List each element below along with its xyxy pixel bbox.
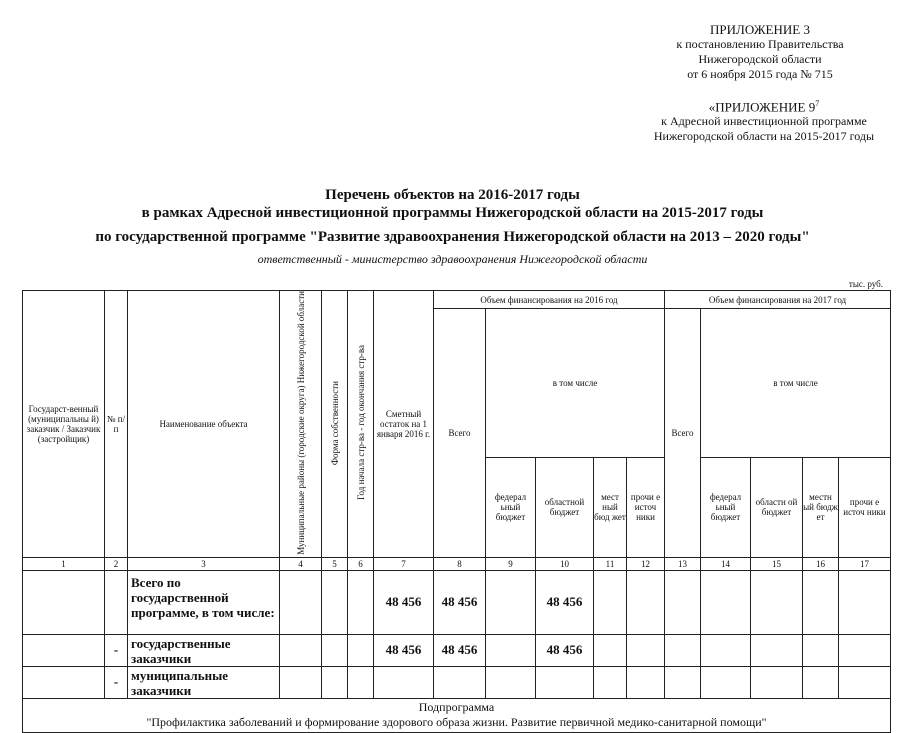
col-balance-header: Сметный остаток на 1 января 2016 г.	[374, 291, 434, 558]
unit-label: тыс. руб.	[848, 279, 883, 289]
total-2017-header: Всего	[665, 309, 701, 558]
row-balance	[374, 666, 434, 698]
subprogram-cell	[23, 698, 891, 732]
responsible-ministry: ответственный - министерство здравоохранения Нижегородской области	[257, 252, 648, 266]
col-districts-header: Муниципальные районы (городские округа) Нижегородской области	[280, 291, 322, 558]
appendix-3-line2: Нижегородской области	[698, 52, 822, 66]
col-number: 5	[322, 557, 348, 570]
appendix-9-block	[628, 96, 900, 144]
local-2016-header: мест ный бюд жет	[594, 457, 627, 557]
document-title-line2: в рамках Адресной инвестиционной программы Нижегородской области на 2015-2017 годы	[141, 205, 764, 221]
objects-table	[22, 290, 891, 733]
col-number: 15	[751, 557, 803, 570]
including-2016-header: в том числе	[486, 309, 665, 458]
col-number: 6	[348, 557, 374, 570]
document-title-line3: по государственной программе "Развитие здравоохранения Нижегородской области на 2013 – 2020 годы"	[95, 229, 810, 245]
row-regional-2016: 48 456	[536, 634, 594, 666]
local-2017-header: местн ый бюдж ет	[803, 457, 839, 557]
row-num	[105, 570, 128, 634]
regional-2017-header: областн ой бюджет	[751, 457, 803, 557]
col-number: 12	[627, 557, 665, 570]
appendix-9-title: «ПРИЛОЖЕНИЕ $9^7$	[708, 99, 820, 115]
row-regional-2016: 48 456	[536, 570, 594, 634]
row-name: государственные заказчики	[128, 634, 280, 666]
other-2016-header: прочи е источ ники	[627, 457, 665, 557]
col-number: 1	[23, 557, 105, 570]
row-balance: 48 456	[374, 570, 434, 634]
row-name: Всего по государственной программе, в том числе:	[128, 570, 280, 634]
appendix-3-title: ПРИЛОЖЕНИЕ 3	[710, 22, 810, 37]
federal-2017-header: федерал ьный бюджет	[701, 457, 751, 557]
appendix-9-line2: Нижегородской области на 2015-2017 годы	[653, 129, 875, 144]
table-row	[23, 570, 891, 634]
including-2017-header: в том числе	[701, 309, 891, 458]
col-number: 16	[803, 557, 839, 570]
col-number: 13	[665, 557, 701, 570]
table-row	[23, 666, 891, 698]
subprogram-title: "Профилактика заболеваний и формирование здорового образа жизни. Развитие первичной медико-санитарной помощи"	[146, 715, 767, 730]
col-ownership-header: Форма собственности	[322, 291, 348, 558]
appendix-3-block	[640, 22, 880, 82]
col-number: 4	[280, 557, 322, 570]
column-number-row	[23, 557, 891, 570]
document-title-line1: Перечень объектов на 2016-2017 годы	[325, 187, 580, 203]
col-number: 17	[839, 557, 891, 570]
col-name-header: Наименование объекта	[128, 291, 280, 558]
col-number: 8	[434, 557, 486, 570]
other-2017-header: прочи е источ ники	[839, 457, 891, 557]
appendix-9-superscript: 7	[815, 99, 820, 108]
col-number: 2	[105, 557, 128, 570]
fin-2017-header: Объем финансирования на 2017 год	[665, 291, 891, 309]
row-total-2016: 48 456	[434, 570, 486, 634]
row-num: -	[105, 666, 128, 698]
row-name: муниципальные заказчики	[128, 666, 280, 698]
col-number: 14	[701, 557, 751, 570]
col-years-header: Год начала стр-ва - год окончания стр-ва	[348, 291, 374, 558]
appendix-3-line1: к постановлению Правительства	[676, 37, 844, 51]
subprogram-row	[23, 698, 891, 732]
col-num-header: № п/п	[105, 291, 128, 558]
table-row	[23, 634, 891, 666]
row-regional-2016	[536, 666, 594, 698]
row-total-2016: 48 456	[434, 634, 486, 666]
appendix-3-line3: от 6 ноября 2015 года № 715	[687, 67, 833, 81]
federal-2016-header: федерал ьный бюджет	[486, 457, 536, 557]
row-total-2016	[434, 666, 486, 698]
row-balance: 48 456	[374, 634, 434, 666]
col-customer-header: Государст-венный (муниципальны й) заказчик / Заказчик (застройщик)	[23, 291, 105, 558]
col-number: 11	[594, 557, 627, 570]
col-number: 3	[128, 557, 280, 570]
appendix-9-line1: к Адресной инвестиционной программе	[661, 114, 867, 129]
col-number: 10	[536, 557, 594, 570]
subprogram-label: Подпрограмма	[418, 700, 495, 715]
row-num: -	[105, 634, 128, 666]
col-number: 9	[486, 557, 536, 570]
fin-2016-header: Объем финансирования на 2016 год	[434, 291, 665, 309]
header-row-1	[23, 291, 891, 309]
regional-2016-header: областной бюджет	[536, 457, 594, 557]
col-number: 7	[374, 557, 434, 570]
total-2016-header: Всего	[434, 309, 486, 558]
